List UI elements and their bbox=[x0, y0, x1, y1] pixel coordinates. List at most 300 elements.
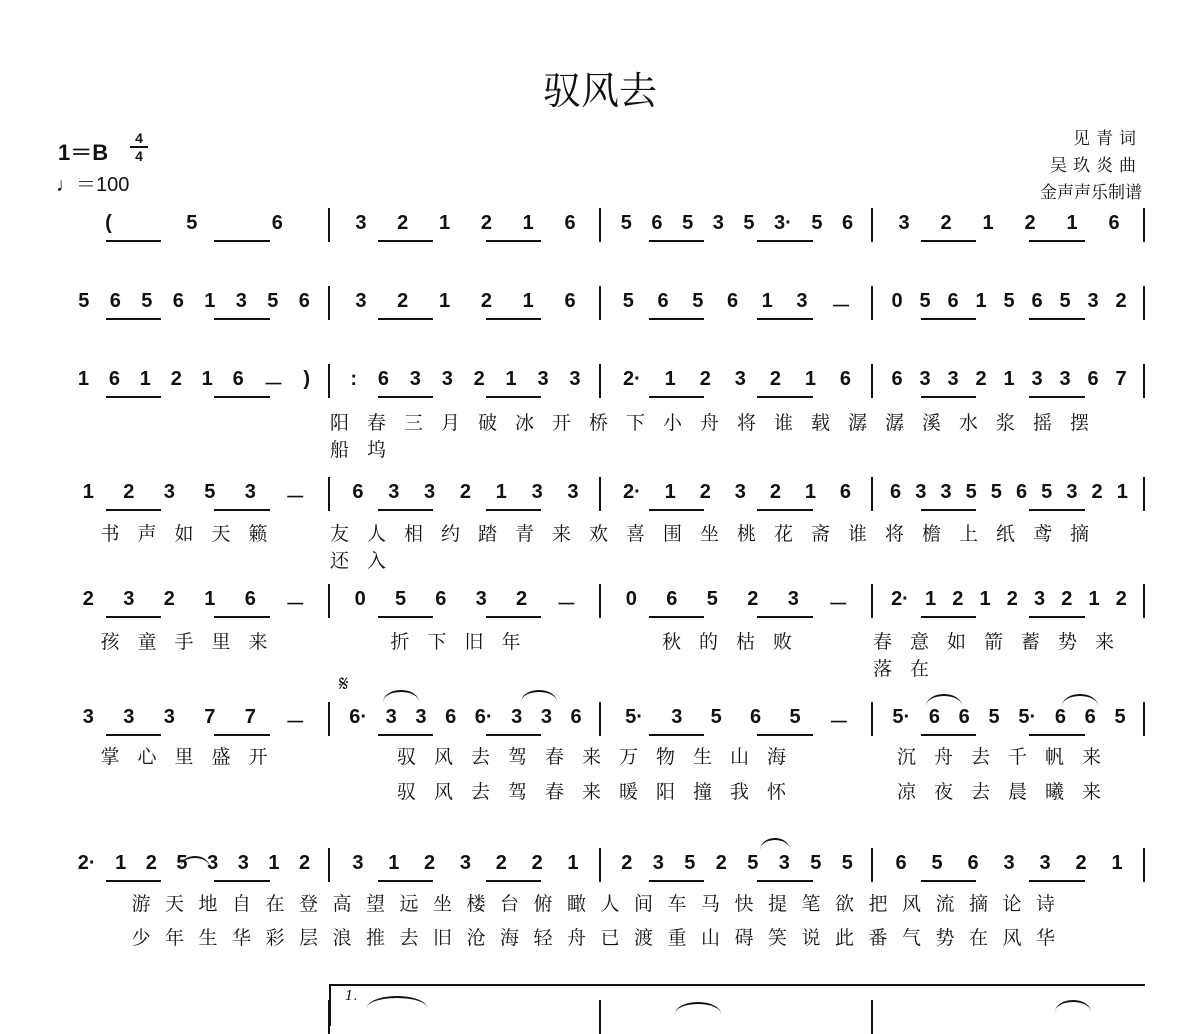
measure bbox=[611, 368, 863, 398]
beam-line bbox=[921, 734, 976, 736]
note: 5 bbox=[394, 588, 407, 610]
beam-line bbox=[214, 734, 269, 736]
note: 6 bbox=[895, 852, 907, 874]
lyric-text: 少年生华彩层浪推去旧沧海轻舟已渡重山碍笑说此番气势在风华 bbox=[131, 927, 1070, 949]
note: 1 bbox=[761, 290, 773, 312]
note: 5 bbox=[1059, 290, 1071, 312]
note: 6 bbox=[967, 852, 979, 874]
barline bbox=[1143, 208, 1145, 242]
beam-line bbox=[757, 880, 812, 882]
note: 3 bbox=[388, 481, 400, 503]
note: 3 bbox=[1033, 588, 1046, 610]
slur bbox=[1062, 694, 1098, 706]
measure bbox=[68, 706, 320, 736]
note: 2 bbox=[1006, 588, 1018, 610]
note: 1 bbox=[439, 290, 451, 312]
first-ending-label: 1. bbox=[345, 989, 358, 1004]
note: 6 bbox=[947, 290, 959, 312]
note: 3 bbox=[1039, 852, 1051, 874]
beam-line bbox=[106, 318, 161, 320]
lyric-segment bbox=[58, 777, 328, 803]
lyric-segment bbox=[601, 627, 871, 653]
note: 5· bbox=[1018, 706, 1037, 728]
note: 3 bbox=[82, 706, 94, 728]
note: 6 bbox=[244, 588, 256, 610]
lyric-segment bbox=[873, 777, 1143, 803]
note: 6 bbox=[271, 212, 283, 234]
note: 2 bbox=[769, 368, 781, 390]
note: 1 bbox=[979, 588, 991, 610]
beam-line bbox=[921, 880, 976, 882]
lyric-text: 孩童手里来 bbox=[100, 631, 286, 653]
note: 1 bbox=[664, 368, 676, 390]
beam-line bbox=[757, 396, 812, 398]
note: 1 bbox=[1003, 368, 1015, 390]
beam-line bbox=[649, 396, 704, 398]
note: 5 bbox=[1003, 290, 1015, 312]
note: 1 bbox=[268, 852, 280, 874]
note: 2· bbox=[622, 368, 641, 390]
note: 1 bbox=[804, 368, 816, 390]
measure bbox=[68, 290, 320, 320]
note: 6 bbox=[564, 212, 576, 234]
beam-line bbox=[378, 734, 433, 736]
beam-line bbox=[486, 734, 541, 736]
barline bbox=[328, 1000, 330, 1034]
lyric-segment bbox=[330, 519, 1143, 572]
note: 6 bbox=[298, 290, 310, 312]
note: 3 bbox=[652, 852, 664, 874]
note: 6 bbox=[666, 588, 678, 610]
note: 5 bbox=[692, 290, 704, 312]
notation-row bbox=[58, 706, 1143, 736]
measure bbox=[883, 212, 1135, 242]
lyric-segment bbox=[58, 923, 1143, 949]
note: 3 bbox=[237, 852, 249, 874]
note: 6 bbox=[435, 588, 447, 610]
beam-line bbox=[106, 509, 161, 511]
note: － bbox=[828, 712, 849, 734]
beam-line bbox=[1029, 396, 1084, 398]
note: 5 bbox=[789, 706, 801, 728]
composer-credit: 吴玖炎曲 bbox=[1050, 156, 1142, 176]
note: － bbox=[263, 374, 284, 396]
note: 3 bbox=[1087, 290, 1099, 312]
note: 5 bbox=[919, 290, 931, 312]
note: 1 bbox=[975, 290, 987, 312]
barline bbox=[1143, 477, 1145, 511]
lyric-segment bbox=[58, 519, 328, 545]
beam-line bbox=[378, 509, 433, 511]
beam-line bbox=[649, 240, 704, 242]
note: 3 bbox=[352, 852, 364, 874]
note: 6 bbox=[352, 481, 364, 503]
slur bbox=[926, 694, 962, 706]
note: 6 bbox=[445, 706, 457, 728]
note: 5 bbox=[988, 706, 1000, 728]
note: 1 bbox=[567, 852, 579, 874]
note: 1 bbox=[1066, 212, 1078, 234]
barline bbox=[599, 584, 601, 618]
beam-line bbox=[757, 240, 812, 242]
note: 3 bbox=[531, 481, 543, 503]
note: 6 bbox=[842, 212, 854, 234]
note: 3 bbox=[919, 368, 931, 390]
note: 2 bbox=[975, 368, 987, 390]
note: 6 bbox=[928, 706, 940, 728]
measure bbox=[340, 706, 591, 736]
notation-row bbox=[58, 588, 1143, 618]
note: 6 bbox=[891, 368, 903, 390]
lyric-text: 书声如天籁 bbox=[100, 523, 286, 545]
note: 3 bbox=[207, 852, 219, 874]
note: 6 bbox=[377, 368, 389, 390]
barline bbox=[871, 702, 873, 736]
barline bbox=[328, 364, 330, 398]
note: 1 bbox=[982, 212, 994, 234]
note: 2 bbox=[163, 588, 175, 610]
note: 6· bbox=[349, 706, 368, 728]
note: 2 bbox=[397, 212, 409, 234]
measure bbox=[340, 481, 591, 511]
note: ) bbox=[303, 368, 311, 390]
beam-line bbox=[757, 734, 812, 736]
barline bbox=[1143, 364, 1145, 398]
note: 3 bbox=[671, 706, 683, 728]
note: 6 bbox=[109, 290, 121, 312]
note: 2 bbox=[699, 481, 711, 503]
note: 3 bbox=[915, 481, 927, 503]
note: 3 bbox=[567, 481, 579, 503]
barline bbox=[599, 848, 601, 882]
beam-line bbox=[378, 396, 433, 398]
slur bbox=[521, 690, 557, 702]
note: 3 bbox=[355, 212, 367, 234]
note: 6 bbox=[958, 706, 970, 728]
note: 3 bbox=[898, 212, 910, 234]
beam-line bbox=[214, 396, 269, 398]
lyric-text: 秋的枯败 bbox=[661, 631, 810, 653]
note: 1 bbox=[924, 588, 937, 610]
note: 7 bbox=[244, 706, 256, 728]
beam-line bbox=[486, 509, 541, 511]
notation-row bbox=[58, 368, 1143, 398]
note: 2 bbox=[952, 588, 964, 610]
note: 3 bbox=[355, 290, 367, 312]
measure bbox=[68, 588, 320, 618]
note: 3 bbox=[441, 368, 453, 390]
beam-line bbox=[921, 509, 976, 511]
note: － bbox=[285, 712, 306, 734]
beam-line bbox=[106, 734, 161, 736]
note: ( bbox=[105, 212, 112, 234]
note: 3 bbox=[734, 481, 746, 503]
note: 1 bbox=[522, 290, 534, 312]
note: 1 bbox=[204, 588, 216, 610]
measure bbox=[883, 290, 1135, 320]
lyric-segment bbox=[330, 627, 599, 653]
notation-row bbox=[58, 852, 1143, 882]
note: 6 bbox=[232, 368, 244, 390]
beam-line bbox=[486, 318, 541, 320]
barline bbox=[1143, 702, 1145, 736]
note: 5 bbox=[684, 852, 696, 874]
beam-line bbox=[378, 318, 433, 320]
note: 3 bbox=[940, 481, 952, 503]
note: 3 bbox=[424, 481, 436, 503]
measure bbox=[340, 368, 591, 398]
lyric-segment bbox=[873, 627, 1143, 680]
note: 6 bbox=[750, 706, 762, 728]
note: 5· bbox=[625, 706, 643, 728]
time-signature-bottom: 4 bbox=[130, 146, 148, 164]
note: 3 bbox=[123, 706, 135, 728]
note: 2 bbox=[747, 588, 759, 610]
note: 1 bbox=[664, 481, 676, 503]
note: 1 bbox=[139, 368, 151, 390]
note: 5 bbox=[176, 852, 188, 874]
note: 5 bbox=[841, 852, 853, 874]
lyric-segment bbox=[58, 742, 328, 768]
note: 0 bbox=[891, 290, 903, 312]
tempo-marking: ♩＝100 bbox=[56, 174, 130, 196]
beam-line bbox=[214, 240, 269, 242]
note: 3 bbox=[511, 706, 523, 728]
note: 2· bbox=[622, 481, 641, 503]
note: 3 bbox=[163, 481, 175, 503]
beam-line bbox=[921, 616, 976, 618]
beam-line bbox=[106, 880, 161, 882]
note: 6 bbox=[570, 706, 582, 728]
lyric-text: 沉舟去千帆来 bbox=[896, 746, 1119, 768]
note: 1 bbox=[495, 481, 507, 503]
measure bbox=[340, 588, 591, 618]
note: 3 bbox=[235, 290, 247, 312]
note: 5 bbox=[810, 852, 822, 874]
note: 3· bbox=[774, 212, 792, 234]
note: 2 bbox=[473, 368, 485, 390]
lyric-text: 掌心里盛开 bbox=[100, 746, 286, 768]
note: 3 bbox=[787, 588, 799, 610]
note: 2 bbox=[515, 588, 528, 610]
beam-line bbox=[649, 318, 704, 320]
lyricist-credit: 见青词 bbox=[1073, 129, 1142, 149]
beam-line bbox=[106, 616, 161, 618]
barline bbox=[871, 208, 873, 242]
barline bbox=[599, 477, 601, 511]
note: 3 bbox=[415, 706, 427, 728]
beam-line bbox=[757, 509, 812, 511]
barline bbox=[328, 848, 330, 882]
beam-line bbox=[486, 880, 541, 882]
note: 3 bbox=[712, 212, 724, 234]
lyric-segment bbox=[330, 408, 1143, 461]
note: 5 bbox=[990, 481, 1002, 503]
beam-line bbox=[214, 616, 269, 618]
note: 3 bbox=[1059, 368, 1071, 390]
note: 5 bbox=[1114, 706, 1126, 728]
measure bbox=[68, 481, 320, 511]
note: 2 bbox=[1075, 852, 1087, 874]
note: 1 bbox=[804, 481, 816, 503]
note: 6 bbox=[726, 290, 739, 312]
note: 5 bbox=[141, 290, 153, 312]
barline bbox=[871, 584, 873, 618]
note: 6 bbox=[839, 481, 852, 503]
barline bbox=[599, 364, 601, 398]
note: 2 bbox=[715, 852, 727, 874]
note: 2 bbox=[480, 212, 492, 234]
note: 2 bbox=[940, 212, 952, 234]
lyric-segment bbox=[58, 627, 328, 653]
slur bbox=[383, 690, 419, 702]
note: 1 bbox=[439, 212, 451, 234]
measure bbox=[611, 481, 863, 511]
note: 5 bbox=[931, 852, 943, 874]
note: 6 bbox=[1054, 706, 1066, 728]
lyric-segment bbox=[58, 889, 1143, 915]
note: 2 bbox=[480, 290, 492, 312]
note: 3 bbox=[1003, 852, 1015, 874]
measure bbox=[611, 852, 863, 882]
beam-line bbox=[214, 318, 269, 320]
note: 1 bbox=[1088, 588, 1100, 610]
lyric-segment bbox=[330, 742, 871, 768]
measure bbox=[611, 706, 863, 736]
note: 6 bbox=[1084, 706, 1096, 728]
beam-line bbox=[1029, 734, 1084, 736]
beam-line bbox=[486, 396, 541, 398]
note: － bbox=[285, 594, 306, 616]
note: 5· bbox=[892, 706, 911, 728]
lyric-line bbox=[58, 777, 1143, 803]
measure bbox=[340, 212, 591, 242]
lyric-text: 折下旧年 bbox=[390, 631, 539, 653]
note: 2 bbox=[145, 852, 157, 874]
lyric-line bbox=[58, 923, 1143, 949]
beam-line bbox=[649, 880, 704, 882]
note: 6 bbox=[657, 290, 669, 312]
lyric-text: 友人相约踏青来欢喜围坐桃花斋谁将檐上纸鸢摘还入 bbox=[330, 523, 1108, 572]
lyric-segment bbox=[330, 777, 871, 803]
note: 6 bbox=[651, 212, 663, 234]
note: 3 bbox=[409, 368, 421, 390]
note: 5 bbox=[267, 290, 279, 312]
measure bbox=[340, 852, 591, 882]
note: 3 bbox=[459, 852, 472, 874]
barline bbox=[599, 286, 601, 320]
beam-line bbox=[921, 240, 976, 242]
lyric-segment bbox=[58, 408, 328, 434]
note: 5 bbox=[682, 212, 694, 234]
time-signature-top: 4 bbox=[135, 130, 143, 146]
note: 2 bbox=[769, 481, 781, 503]
note: － bbox=[831, 296, 852, 318]
note: 6· bbox=[474, 706, 493, 728]
note: 3 bbox=[123, 588, 135, 610]
note: 3 bbox=[244, 481, 256, 503]
note: 1 bbox=[522, 212, 534, 234]
barline bbox=[328, 477, 330, 511]
lyric-segment bbox=[873, 742, 1143, 768]
lyric-line bbox=[58, 627, 1143, 680]
note: 5 bbox=[811, 212, 823, 234]
barline bbox=[328, 286, 330, 320]
note: 5 bbox=[965, 481, 977, 503]
key-signature: 1＝B bbox=[58, 140, 109, 165]
barline bbox=[328, 584, 330, 618]
note: 3 bbox=[537, 368, 549, 390]
note: 6 bbox=[1015, 481, 1028, 503]
note: 3 bbox=[569, 368, 581, 390]
note: 3 bbox=[947, 368, 959, 390]
note: 1 bbox=[505, 368, 517, 390]
note: 7 bbox=[204, 706, 216, 728]
lyric-line bbox=[58, 889, 1143, 915]
note: 5 bbox=[78, 290, 90, 312]
note: 3 bbox=[475, 588, 487, 610]
barline bbox=[871, 477, 873, 511]
beam-line bbox=[649, 509, 704, 511]
note: : bbox=[350, 368, 358, 390]
note: 3 bbox=[796, 290, 808, 312]
note: 1 bbox=[1111, 852, 1123, 874]
note: 6 bbox=[108, 368, 120, 390]
lyric-text: 凉夜去晨曦来 bbox=[896, 781, 1119, 803]
beam-line bbox=[649, 616, 704, 618]
beam-line bbox=[921, 396, 976, 398]
measure bbox=[883, 852, 1135, 882]
note: 5 bbox=[706, 588, 718, 610]
publisher-credit: 金声声乐制谱 bbox=[1040, 183, 1142, 203]
note: 1 bbox=[82, 481, 94, 503]
note: 6 bbox=[839, 368, 852, 390]
note: 7 bbox=[1115, 368, 1127, 390]
note: 2 bbox=[397, 290, 409, 312]
notation-row bbox=[58, 481, 1143, 511]
lyric-line bbox=[58, 519, 1143, 572]
note: 3 bbox=[1066, 481, 1078, 503]
lyric-text: 驭风去驾春来暖阳撞我怀 bbox=[396, 781, 804, 803]
lyric-line bbox=[58, 408, 1143, 461]
note: 2 bbox=[1061, 588, 1073, 610]
note: 1 bbox=[201, 368, 213, 390]
segno-sign: 𝄋 bbox=[339, 672, 349, 697]
barline bbox=[871, 848, 873, 882]
lyric-text: 春意如箭蓄势来落在 bbox=[873, 631, 1133, 680]
beam-line bbox=[378, 880, 433, 882]
measure bbox=[883, 706, 1135, 736]
note: 2 bbox=[1024, 212, 1036, 234]
measure bbox=[611, 212, 863, 242]
barline bbox=[328, 702, 330, 736]
slur bbox=[760, 838, 790, 850]
measure bbox=[68, 212, 320, 242]
beam-line bbox=[106, 396, 161, 398]
note: 2 bbox=[495, 852, 507, 874]
measure bbox=[883, 368, 1135, 398]
lyric-text: 阳春三月破冰开桥下小舟将谁载潺潺溪水浆摇摆船坞 bbox=[330, 412, 1108, 461]
barline bbox=[599, 1000, 601, 1034]
measure bbox=[883, 481, 1135, 511]
note: 3 bbox=[778, 852, 790, 874]
note: 2 bbox=[170, 368, 182, 390]
beam-line bbox=[757, 616, 812, 618]
note: － bbox=[828, 594, 849, 616]
note: 2 bbox=[1091, 481, 1103, 503]
barline bbox=[1143, 286, 1145, 320]
note: 2 bbox=[531, 852, 543, 874]
